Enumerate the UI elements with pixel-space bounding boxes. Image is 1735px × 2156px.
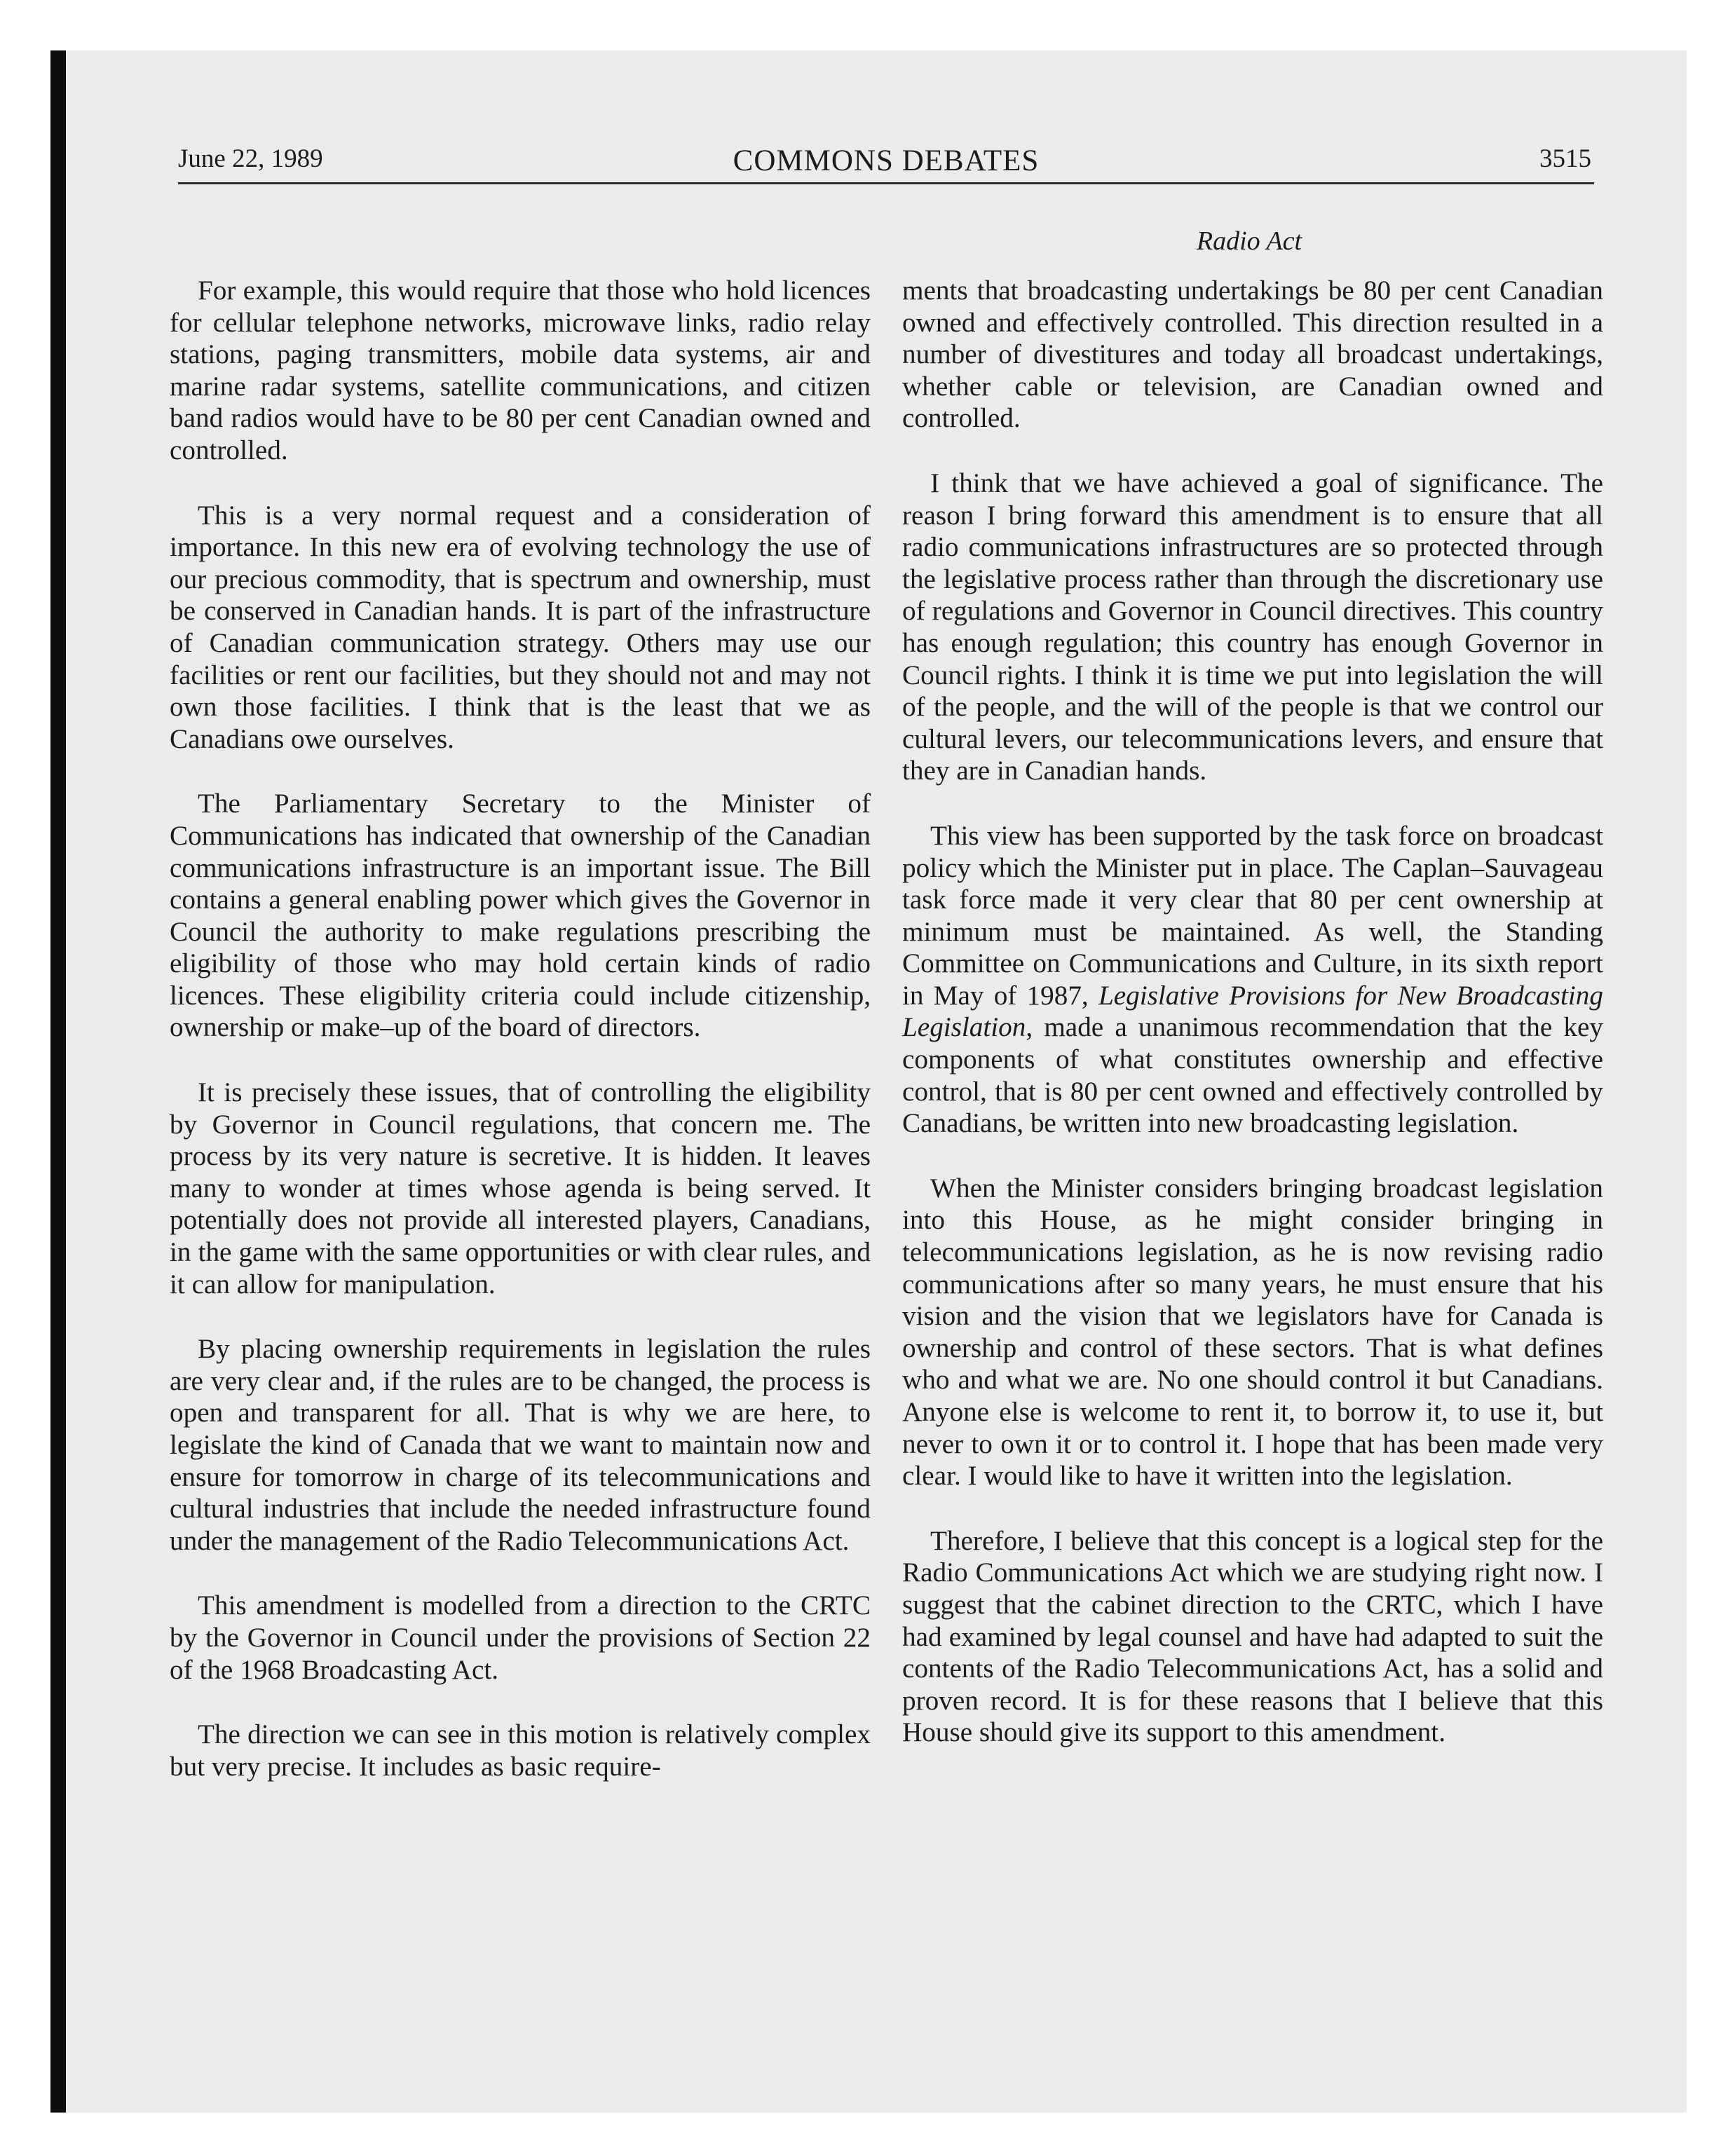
paragraph: Therefore, I believe that this concept is a logical step for the Radio Communications Act which we are studying right now. I suggest that the cabinet direction to the CRTC, which I have had examined by legal counsel and have had adapted to suit the contents of the Radio Telecommunications Act, has a solid and proven record. It is for these reasons that I believe that this House should give its support to this amendment. bbox=[902, 1525, 1603, 1748]
header-date: June 22, 1989 bbox=[178, 144, 323, 173]
paragraph: For example, this would require that those who hold licences for cellular telephone networks, microwave links, radio relay stations, paging transmitters, mobile data systems, air and marine radar systems, satellite communications, and citizen band radios would have to be 80 per cent Canadian owned and controlled. bbox=[170, 275, 871, 465]
paragraph: This amendment is modelled from a direction to the CRTC by the Governor in Council under the provisions of Section 22 of the 1968 Broadcasting Act. bbox=[170, 1590, 871, 1685]
paragraph: The Parliamentary Secretary to the Minister of Communications has indicated that ownership of the Canadian communications infrastructure is an important issue. The Bill contains a general enabling power which gives the Governor in Council the authority to make regulations prescribing the eligibility of those who may hold certain kinds of radio licences. These eligibility criteria could include citizenship, ownership or make–up of the board of directors. bbox=[170, 789, 871, 1043]
header-publication: COMMONS DEBATES bbox=[733, 144, 1040, 177]
scan-edge-bar bbox=[50, 50, 66, 2113]
running-title: Radio Act bbox=[1196, 226, 1302, 256]
paragraph: It is precisely these issues, that of controlling the eligibility by Governor in Council regulations, that concern me. The process by its very nature is secretive. It is hidden. It leaves many to wonder at times whose agenda is being served. It potentially does not provide all interested players, Canadians, in the game with the same opportunities or with clear rules, and it can allow for manipulation. bbox=[170, 1077, 871, 1299]
left-column bbox=[170, 275, 871, 1815]
paragraph-continued: ments that broadcasting undertakings be 80 per cent Canadian owned and effectively controlled. This direction resulted in a number of divestitures and today all broadcast undertakings, whether cable or television, are Canadian owned and controlled. bbox=[902, 275, 1603, 434]
header-page-number: 3515 bbox=[1539, 144, 1591, 173]
right-column bbox=[902, 275, 1603, 1782]
paragraph bbox=[902, 820, 1603, 1140]
page-header bbox=[178, 140, 1594, 184]
page bbox=[50, 50, 1687, 2113]
report-title: Legislative Provisions for New Broadcasting Legislation bbox=[902, 980, 1603, 1043]
paragraph-text: This view has been supported by the task force on broadcast policy which the Minister put in place. The Caplan–Sauvageau task force made it very clear that 80 per cent ownership at minimum must be maintained. As well, the Standing Committee on Communications and Culture, in its sixth report in May of 1987, bbox=[902, 820, 1603, 1011]
paragraph: When the Minister considers bringing broadcast legislation into this House, as he might consider bringing in telecommunications legislation, as he is now revising radio communications after so many years, he must ensure that his vision and the vision that we legislators have for Canada is ownership and control of these sectors. That is what defines who and what we are. No one should control it but Canadians. Anyone else is welcome to rent it, to borrow it, to use it, but never to own it or to control it. I hope that has been made very clear. I would like to have it written into the legislation. bbox=[902, 1173, 1603, 1492]
paragraph: The direction we can see in this motion is relatively complex but very precise. It includes as basic require- bbox=[170, 1719, 871, 1782]
paragraph-text: , made a unanimous recommendation that the key components of what constitutes ownership and effective control, that is 80 per cent owned and effectively controlled by Canadians, be written into new broadcasting legislation. bbox=[902, 1012, 1603, 1139]
paragraph: By placing ownership requirements in legislation the rules are very clear and, if the rules are to be changed, the process is open and transparent for all. That is why we are here, to legislate the kind of Canada that we want to maintain now and ensure for tomorrow in charge of its telecommunications and cultural industries that include the needed infrastructure found under the management of the Radio Telecommunications Act. bbox=[170, 1334, 871, 1556]
paragraph: This is a very normal request and a consideration of importance. In this new era of evolving technology the use of our precious commodity, that is spectrum and ownership, must be conserved in Canadian hands. It is part of the infrastructure of Canadian communication strategy. Others may use our facilities or rent our facilities, but they should not and may not own those facilities. I think that is the least that we as Canadians owe ourselves. bbox=[170, 500, 871, 754]
paragraph: I think that we have achieved a goal of significance. The reason I bring forward this amendment is to ensure that all radio communications infrastructures are so protected through the legislative process rather than through the discretionary use of regulations and Governor in Council directives. This country has enough regulation; this country has enough Governor in Council rights. I think it is time we put into legislation the will of the people, and the will of the people is that we control our cultural levers, our telecommunications levers, and ensure that they are in Canadian hands. bbox=[902, 468, 1603, 786]
